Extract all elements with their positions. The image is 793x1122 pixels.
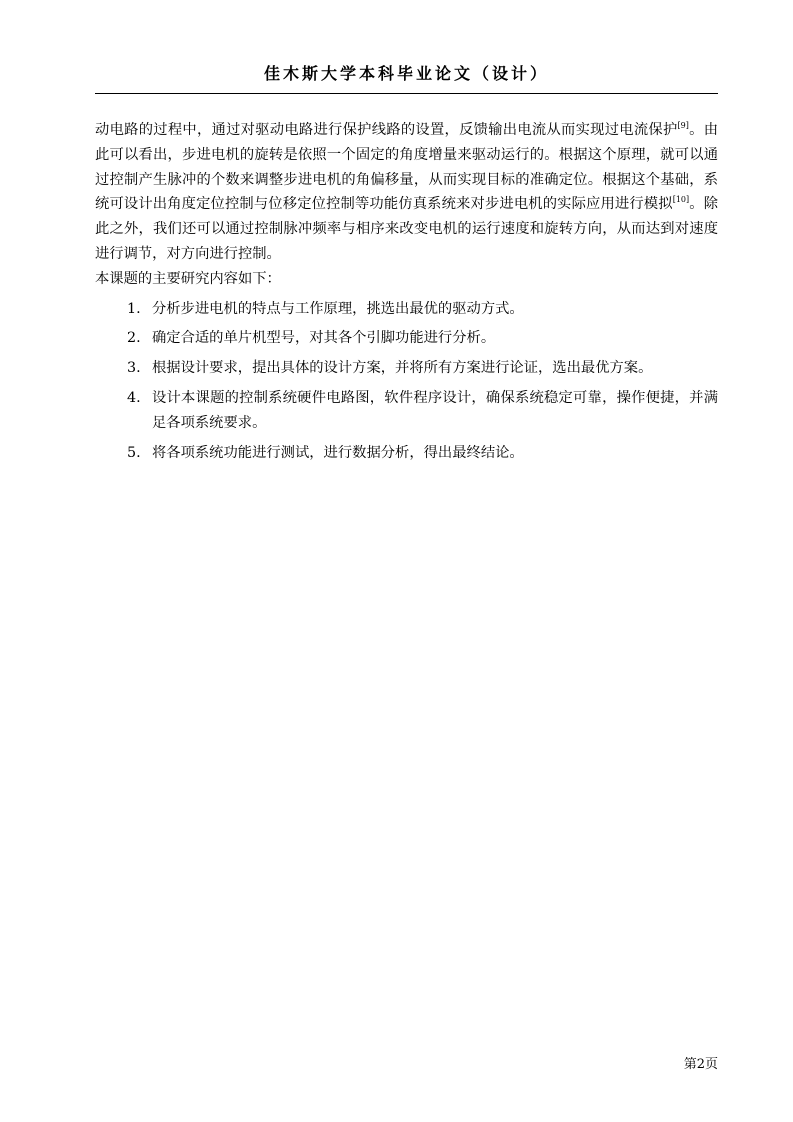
list-item-number: 2. — [127, 330, 141, 347]
list-item — [95, 386, 718, 436]
list-item — [95, 441, 718, 466]
list-item-text: 根据设计要求，提出具体的设计方案，并将所有方案进行论证，选出最优方案。 — [152, 360, 653, 377]
header-divider — [95, 93, 718, 94]
list-item-text: 设计本课题的控制系统硬件电路图，软件程序设计，确保系统稳定可靠，操作便捷，并满足各项系统要求。 — [152, 389, 718, 431]
list-item-number: 5. — [127, 444, 141, 461]
list-item-number: 4. — [127, 389, 141, 406]
paragraph-text-2: 。由此可以看出，步进电机的旋转是依照一个固定的角度增量来驱动运行的。根据这个原理，就可以通过控制产生脉冲的个数来调整步进电机的角偏移量，从而实现目标的准确定位。根据这个基础，系统可设计出角度定位控制与位移定位控制等功能仿真系统来对步进电机的实际应用进行模拟 — [95, 122, 719, 213]
document-body — [95, 118, 718, 470]
paragraph-text-1: 动电路的过程中，通过对驱动电路进行保护线路的设置，反馈输出电流从而实现过电流保护 — [95, 122, 678, 138]
list-item-text: 分析步进电机的特点与工作原理，挑选出最优的驱动方式。 — [152, 300, 524, 317]
citation-9: [9] — [677, 121, 689, 130]
citation-10: [10] — [672, 195, 690, 205]
paragraph-text-3: 。除此之外，我们还可以通过控制脉冲频率与相序来改变电机的运行速度和旋转方向，从而达到对速度进行调节，对方向进行控制。 — [95, 196, 719, 262]
research-content-list — [95, 297, 718, 466]
body-paragraph — [95, 118, 718, 267]
list-intro: 本课题的主要研究内容如下： — [95, 270, 281, 287]
list-item — [95, 326, 718, 351]
list-item — [95, 356, 718, 381]
list-item — [95, 297, 718, 322]
list-item-text: 确定合适的单片机型号，对其各个引脚功能进行分析。 — [152, 330, 496, 347]
list-item-text: 将各项系统功能进行测试，进行数据分析，得出最终结论。 — [152, 444, 524, 461]
list-item-number: 3. — [127, 360, 141, 377]
list-item-number: 1. — [127, 300, 141, 317]
page-number: 第2页 — [683, 1057, 718, 1072]
page-header-title: 佳木斯大学本科毕业论文（设计） — [263, 64, 549, 83]
